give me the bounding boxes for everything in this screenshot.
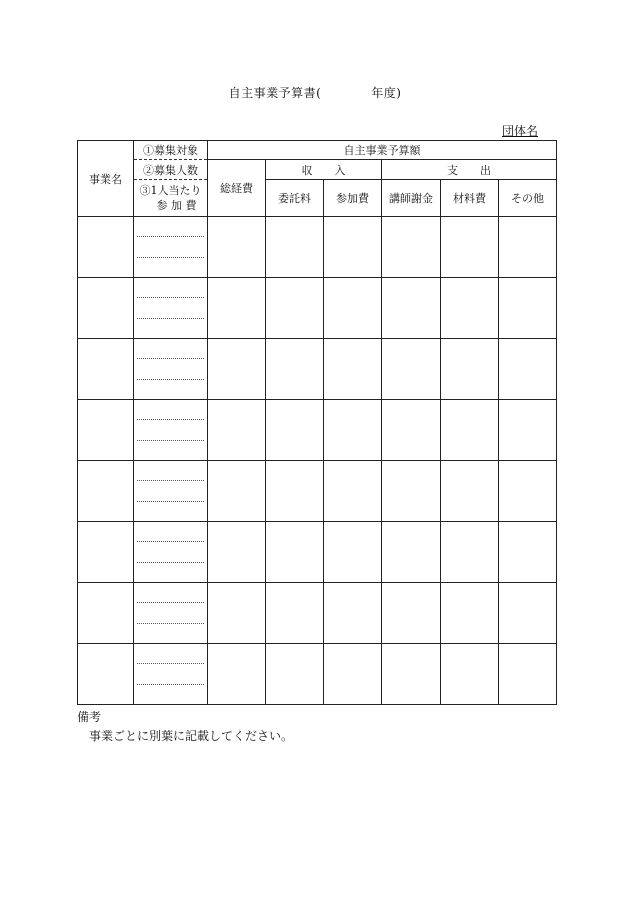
budget-table xyxy=(77,140,557,705)
other-cost-cell[interactable] xyxy=(499,217,557,278)
criteria-split xyxy=(134,217,207,277)
table-row xyxy=(78,522,557,583)
commission-fee-cell[interactable] xyxy=(266,400,324,461)
header-row-2 xyxy=(78,160,557,180)
dotted-divider xyxy=(137,318,204,319)
lecturer-fee-cell[interactable] xyxy=(382,644,441,705)
other-cost-cell[interactable] xyxy=(499,644,557,705)
material-cost-cell[interactable] xyxy=(441,400,499,461)
organization-name-label: 団体名 xyxy=(502,124,539,138)
criteria-split xyxy=(134,522,207,582)
criteria-cell[interactable] xyxy=(134,644,208,705)
table-row xyxy=(78,583,557,644)
criteria-cell[interactable] xyxy=(134,522,208,583)
criteria-cell[interactable] xyxy=(134,278,208,339)
lecturer-fee-cell[interactable] xyxy=(382,278,441,339)
event-name-cell[interactable] xyxy=(78,400,134,461)
material-cost-cell[interactable] xyxy=(441,583,499,644)
criteria-cell[interactable] xyxy=(134,400,208,461)
fee-per-person-line1: ③1人当たり xyxy=(139,184,202,197)
event-name-cell[interactable] xyxy=(78,217,134,278)
material-cost-cell[interactable] xyxy=(441,644,499,705)
dotted-divider xyxy=(137,684,204,685)
participation-fee-cell[interactable] xyxy=(324,339,382,400)
other-cost-header: その他 xyxy=(499,180,557,217)
other-cost-cell[interactable] xyxy=(499,583,557,644)
total-cost-cell[interactable] xyxy=(208,461,266,522)
material-cost-header: 材料費 xyxy=(441,180,499,217)
material-cost-cell[interactable] xyxy=(441,278,499,339)
lecturer-fee-cell[interactable] xyxy=(382,461,441,522)
total-cost-cell[interactable] xyxy=(208,217,266,278)
lecturer-fee-header: 講師謝金 xyxy=(382,180,441,217)
budget-amount-header: 自主事業予算額 xyxy=(208,141,557,160)
table-row xyxy=(78,339,557,400)
material-cost-cell[interactable] xyxy=(441,217,499,278)
commission-fee-cell[interactable] xyxy=(266,339,324,400)
other-cost-cell[interactable] xyxy=(499,461,557,522)
dotted-divider xyxy=(137,236,204,237)
dotted-divider xyxy=(137,623,204,624)
lecturer-fee-cell[interactable] xyxy=(382,339,441,400)
event-name-cell[interactable] xyxy=(78,461,134,522)
total-cost-cell[interactable] xyxy=(208,278,266,339)
criteria-split xyxy=(134,278,207,338)
material-cost-cell[interactable] xyxy=(441,339,499,400)
material-cost-cell[interactable] xyxy=(441,461,499,522)
header-row-3 xyxy=(78,180,557,217)
table-row xyxy=(78,644,557,705)
dotted-divider xyxy=(137,602,204,603)
notes-heading: 備考 xyxy=(77,710,102,724)
commission-fee-cell[interactable] xyxy=(266,644,324,705)
commission-fee-header: 委託料 xyxy=(266,180,324,217)
dotted-divider xyxy=(137,663,204,664)
table-row xyxy=(78,400,557,461)
dotted-divider xyxy=(137,297,204,298)
other-cost-cell[interactable] xyxy=(499,400,557,461)
total-cost-cell[interactable] xyxy=(208,400,266,461)
commission-fee-cell[interactable] xyxy=(266,583,324,644)
dotted-divider xyxy=(137,379,204,380)
fee-per-person-header xyxy=(134,180,208,217)
commission-fee-cell[interactable] xyxy=(266,522,324,583)
dotted-divider xyxy=(137,501,204,502)
event-name-header: 事業名 xyxy=(78,141,134,217)
event-name-cell[interactable] xyxy=(78,339,134,400)
participation-fee-cell[interactable] xyxy=(324,217,382,278)
dotted-divider xyxy=(137,419,204,420)
criteria-split xyxy=(134,583,207,643)
participation-fee-cell[interactable] xyxy=(324,461,382,522)
dotted-divider xyxy=(137,440,204,441)
material-cost-cell[interactable] xyxy=(441,522,499,583)
criteria-cell[interactable] xyxy=(134,217,208,278)
criteria-split xyxy=(134,644,207,704)
participation-fee-cell[interactable] xyxy=(324,644,382,705)
total-cost-cell[interactable] xyxy=(208,522,266,583)
other-cost-cell[interactable] xyxy=(499,339,557,400)
total-cost-cell[interactable] xyxy=(208,644,266,705)
participation-fee-cell[interactable] xyxy=(324,522,382,583)
total-cost-cell[interactable] xyxy=(208,339,266,400)
expense-header: 支 出 xyxy=(382,160,557,180)
lecturer-fee-cell[interactable] xyxy=(382,583,441,644)
total-cost-cell[interactable] xyxy=(208,583,266,644)
other-cost-cell[interactable] xyxy=(499,522,557,583)
title-main: 自主事業予算書( xyxy=(228,86,322,100)
participation-fee-cell[interactable] xyxy=(324,400,382,461)
criteria-cell[interactable] xyxy=(134,339,208,400)
participation-fee-cell[interactable] xyxy=(324,583,382,644)
criteria-split xyxy=(134,339,207,399)
total-cost-header: 総経費 xyxy=(208,160,266,217)
table-row xyxy=(78,461,557,522)
participation-fee-header: 参加費 xyxy=(324,180,382,217)
recruit-target-header: ①募集対象 xyxy=(134,141,208,160)
commission-fee-cell[interactable] xyxy=(266,461,324,522)
event-name-cell[interactable] xyxy=(78,522,134,583)
criteria-cell[interactable] xyxy=(134,461,208,522)
dotted-divider xyxy=(137,358,204,359)
event-name-cell[interactable] xyxy=(78,644,134,705)
recruit-count-header: ②募集人数 xyxy=(134,160,208,180)
header-row-1 xyxy=(78,141,557,160)
criteria-split xyxy=(134,461,207,521)
dotted-divider xyxy=(137,562,204,563)
table-row xyxy=(78,217,557,278)
notes-body: 事業ごとに別葉に記載してください。 xyxy=(89,729,294,743)
lecturer-fee-cell[interactable] xyxy=(382,217,441,278)
income-header: 収 入 xyxy=(266,160,382,180)
lecturer-fee-cell[interactable] xyxy=(382,400,441,461)
dotted-divider xyxy=(137,257,204,258)
criteria-cell[interactable] xyxy=(134,583,208,644)
commission-fee-cell[interactable] xyxy=(266,278,324,339)
lecturer-fee-cell[interactable] xyxy=(382,522,441,583)
event-name-cell[interactable] xyxy=(78,583,134,644)
other-cost-cell[interactable] xyxy=(499,278,557,339)
dotted-divider xyxy=(137,541,204,542)
event-name-cell[interactable] xyxy=(78,278,134,339)
fee-per-person-line2: 参 加 費 xyxy=(156,199,197,212)
commission-fee-cell[interactable] xyxy=(266,217,324,278)
page-title xyxy=(0,84,630,101)
table-row xyxy=(78,278,557,339)
dotted-divider xyxy=(137,480,204,481)
criteria-split xyxy=(134,400,207,460)
participation-fee-cell[interactable] xyxy=(324,278,382,339)
title-year-suffix: 年度) xyxy=(371,86,402,100)
